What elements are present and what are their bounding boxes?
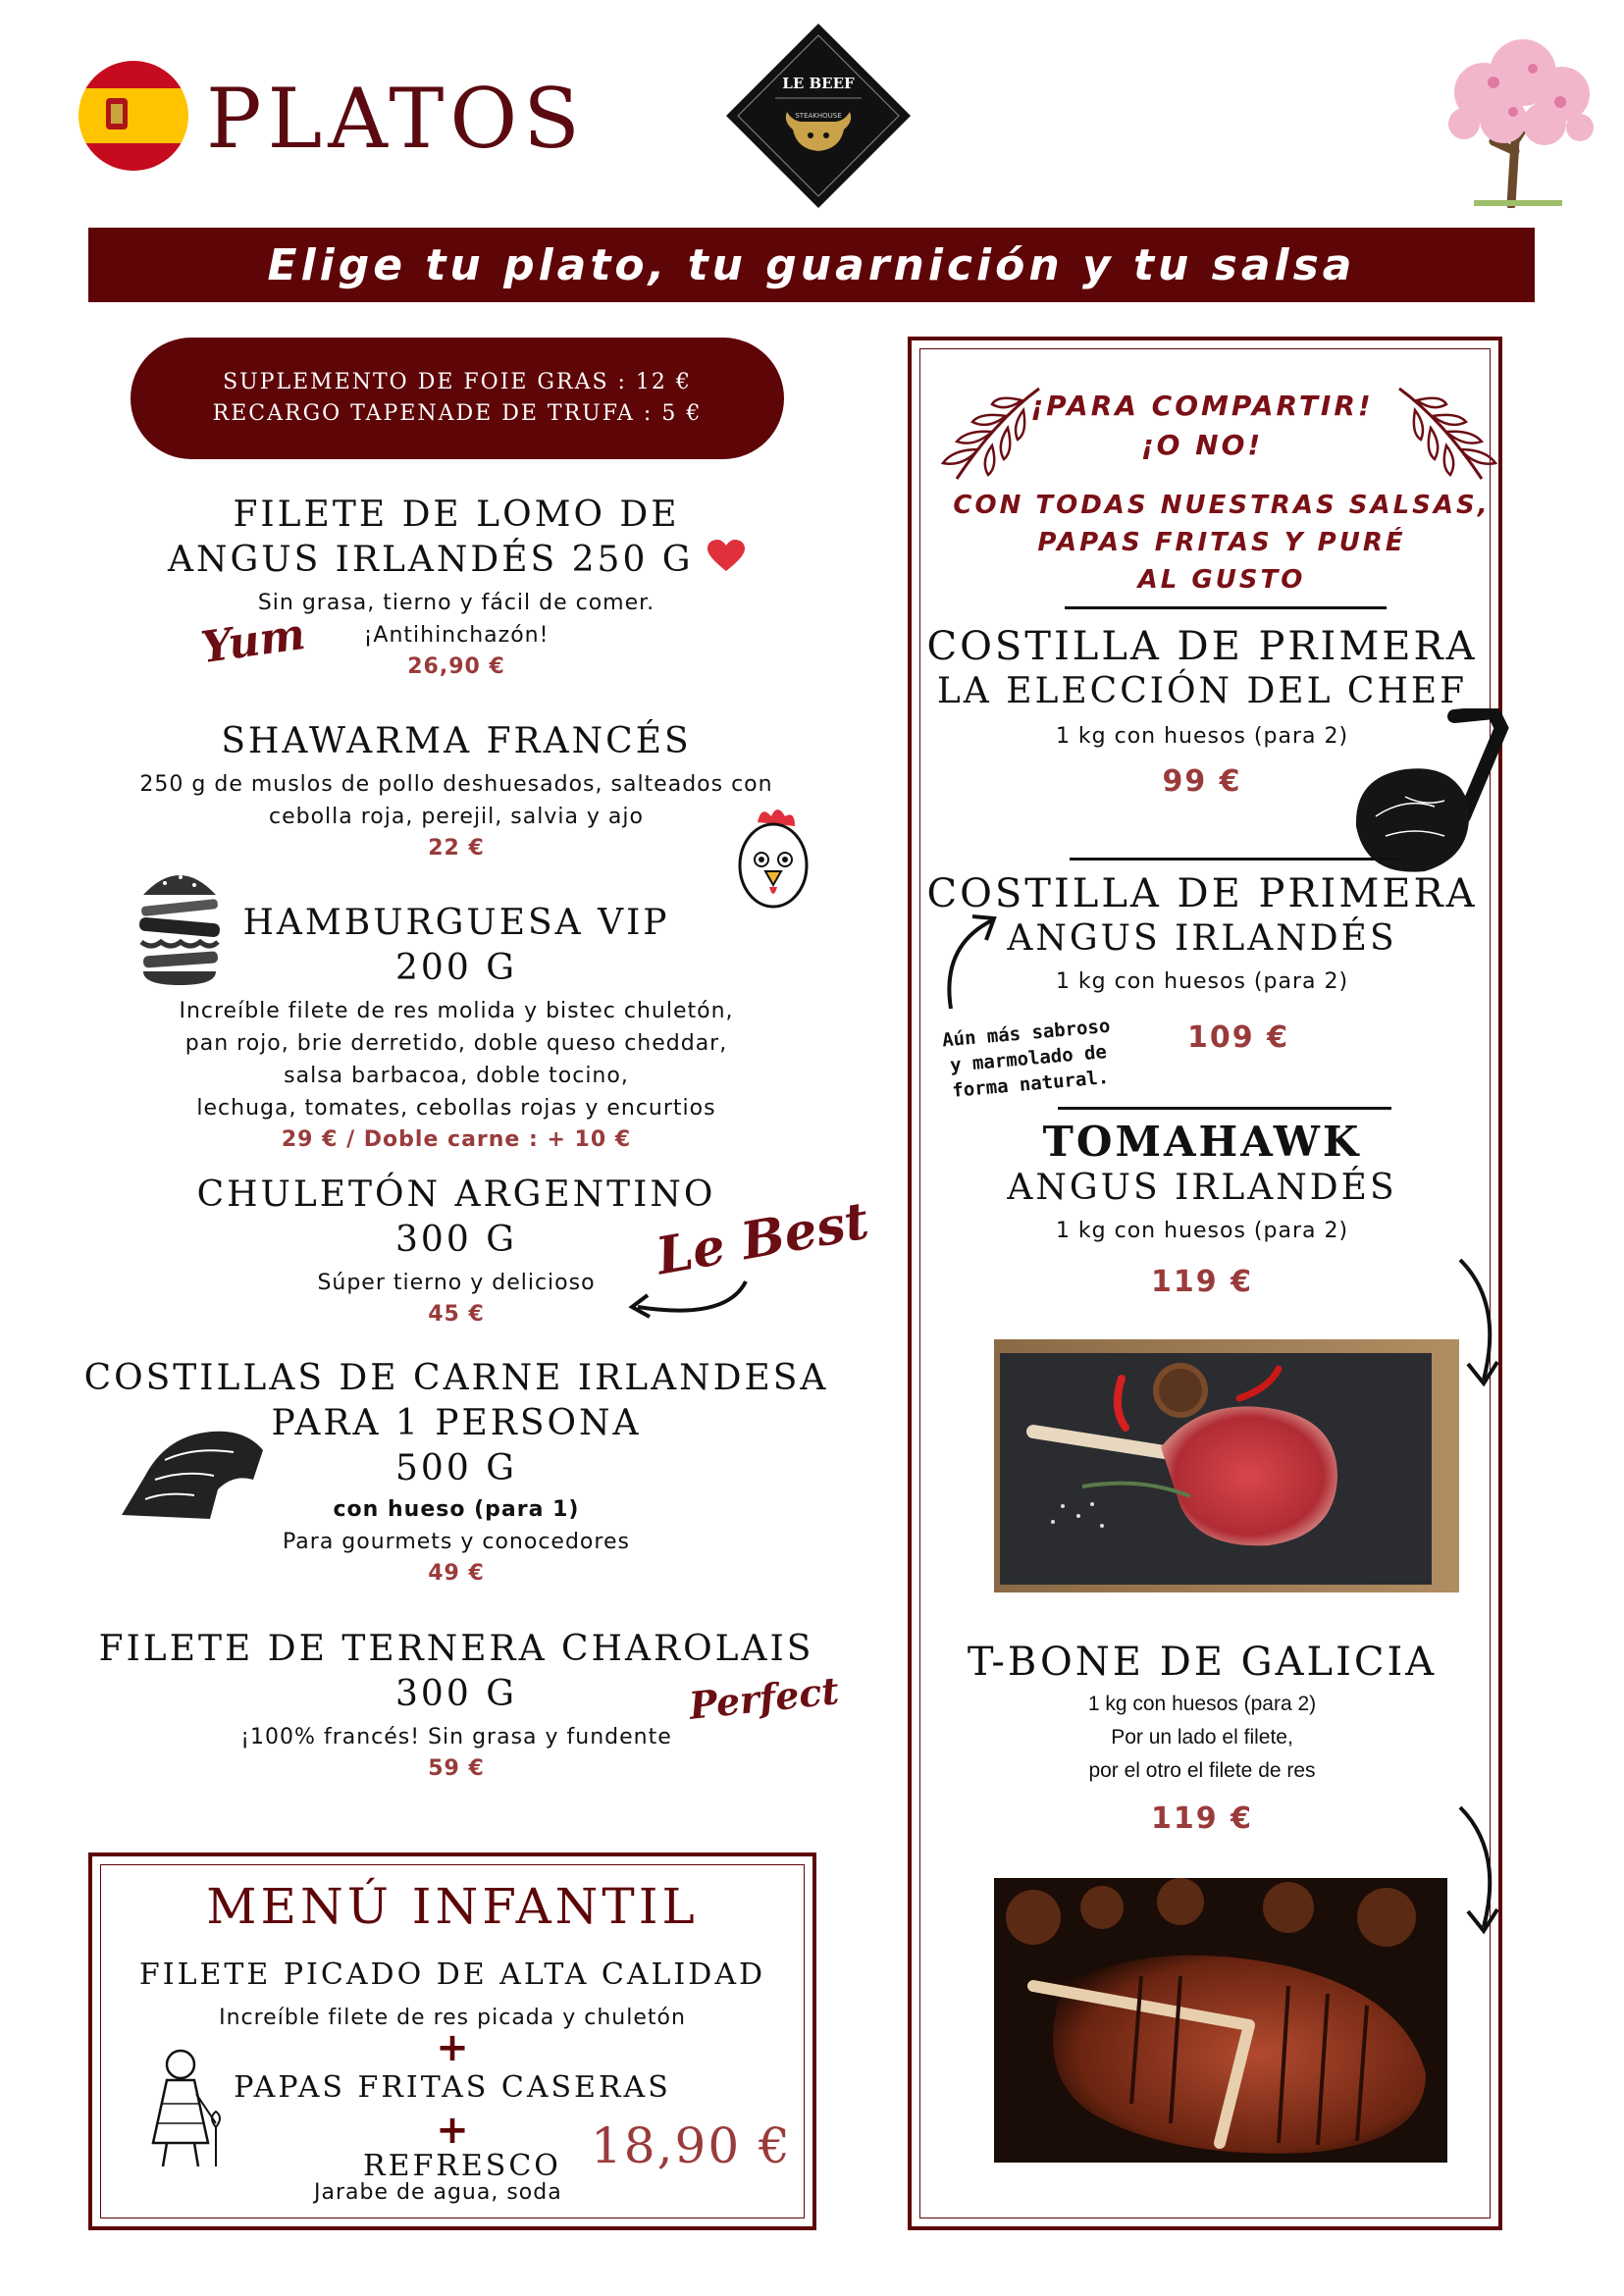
plus-icon: +	[436, 2108, 469, 2153]
dish-desc: 1 kg con huesos (para 2)	[1055, 1219, 1349, 1243]
ribeye-steak-icon	[1346, 708, 1511, 881]
dish-desc: pan rojo, brie derretido, doble queso cheddar,	[184, 1031, 728, 1056]
kids-item-filete: FILETE PICADO DE ALTA CALIDAD	[138, 1957, 766, 1992]
perfect-sticker: Perfect	[687, 1668, 841, 1728]
dish-t-bone	[917, 1639, 1487, 1836]
share-subheading	[937, 487, 1506, 599]
up-arrow-icon	[937, 907, 1006, 1018]
heart-icon	[707, 540, 745, 573]
kids-item-desc: Increíble filete de res picada y chuletón	[219, 2006, 686, 2030]
dish-title: ANGUS IRLANDÉS	[1007, 918, 1397, 959]
dish-desc: Sin grasa, tierno y fácil de comer.	[257, 591, 655, 615]
dish-title: HAMBURGUESA VIP	[242, 903, 670, 943]
supplement-truffle: RECARGO TAPENADE DE TRUFA : 5 €	[212, 401, 703, 426]
dish-title: ANGUS IRLANDÉS 250 G	[59, 538, 854, 583]
dish-price: 59 €	[428, 1756, 485, 1781]
divider	[1058, 1107, 1391, 1110]
dish-price: 22 €	[428, 836, 485, 861]
dish-desc: ¡100% francés! Sin grasa y fundente	[240, 1725, 672, 1749]
share-line1: ¡PARA COMPARTIR!	[1030, 390, 1374, 422]
logo-sub: STEAKHOUSE	[795, 112, 842, 120]
share-sub2: PAPAS FRITAS Y PURÉ	[1037, 528, 1406, 557]
kids-title: MENÚ INFANTIL	[206, 1878, 699, 1935]
dish-title: FILETE DE LOMO DE	[233, 495, 680, 535]
logo-name: LE BEEF	[782, 75, 855, 92]
share-line2: ¡O NO!	[1140, 429, 1264, 461]
dish-title: PARA 1 PERSONA	[271, 1403, 642, 1443]
plus-icon: +	[436, 2025, 469, 2070]
dish-title: 300 G	[395, 1674, 517, 1714]
dish-desc: cebolla roja, perejil, salvia y ajo	[268, 805, 644, 829]
dish-desc: con hueso (para 1)	[333, 1497, 580, 1522]
dish-price: 29 € / Doble carne : + 10 €	[281, 1127, 632, 1152]
dish-desc: Increíble filete de res molida y bistec chuletón,	[179, 999, 734, 1023]
dish-title: CHULETÓN ARGENTINO	[196, 1174, 716, 1215]
dish-price: 26,90 €	[407, 654, 505, 679]
dish-title: COSTILLA DE PRIMERA	[926, 624, 1478, 669]
t-bone-photo	[994, 1878, 1447, 2163]
down-arrow-icon	[1454, 1801, 1513, 1943]
dish-price: 45 €	[428, 1302, 485, 1327]
dish-title: COSTILLAS DE CARNE IRLANDESA	[83, 1358, 829, 1398]
dish-desc: 250 g de muslos de pollo deshuesados, salteados con	[139, 772, 773, 797]
share-sub3: AL GUSTO	[1137, 565, 1306, 595]
kids-item-papas: PAPAS FRITAS CASERAS	[234, 2070, 671, 2105]
menu-banner: Elige tu plato, tu guarnición y tu salsa	[88, 228, 1535, 302]
spain-flag-icon	[79, 61, 188, 171]
dish-desc: lechuga, tomates, cebollas rojas y encurtios	[196, 1096, 716, 1121]
dish-desc: 1 kg con huesos (para 2)	[1055, 724, 1349, 749]
dish-title: LA ELECCIÓN DEL CHEF	[936, 671, 1468, 711]
dish-title: 500 G	[395, 1448, 517, 1488]
divider	[1070, 858, 1399, 861]
dish-desc: 1 kg con huesos (para 2)	[1055, 969, 1349, 994]
cherry-blossom-tree-icon	[1435, 33, 1599, 208]
kids-price: 18,90 €	[591, 2117, 792, 2174]
dish-desc: Por un lado el filete,	[1111, 1726, 1293, 1748]
dish-desc: ¡Antihinchazón!	[363, 623, 550, 648]
dish-price: 119 €	[1151, 1801, 1253, 1836]
angus-note: Aún más sabroso y marmolado de forma natural.	[941, 1015, 1112, 1102]
yum-sticker: Yum	[197, 608, 309, 674]
dish-price: 109 €	[1187, 1020, 1289, 1055]
ribs-icon	[116, 1421, 273, 1527]
dish-title: 300 G	[395, 1220, 517, 1260]
dish-price: 99 €	[1162, 764, 1242, 799]
dish-price: 119 €	[1151, 1265, 1253, 1299]
share-sub1: CON TODAS NUESTRAS SALSAS,	[953, 491, 1491, 520]
dish-desc: por el otro el filete de res	[1088, 1759, 1316, 1782]
kids-item-desc: Jarabe de agua, soda	[314, 2180, 562, 2205]
share-heading	[917, 387, 1487, 465]
dish-title: T-BONE DE GALICIA	[967, 1640, 1438, 1685]
curved-arrow-icon	[624, 1276, 752, 1329]
dish-desc: 1 kg con huesos (para 2)	[1087, 1693, 1317, 1715]
divider	[1065, 606, 1387, 609]
kids-item-refresco: REFRESCO	[363, 2149, 561, 2183]
dish-title: SHAWARMA FRANCÉS	[221, 721, 692, 761]
dish-filete-lomo	[59, 493, 854, 683]
dish-price: 49 €	[428, 1561, 485, 1586]
dish-tomahawk	[917, 1119, 1487, 1299]
dish-title: ANGUS IRLANDÉS	[1007, 1168, 1397, 1208]
dish-desc: Para gourmets y conocedores	[283, 1530, 630, 1554]
burger-icon	[135, 865, 224, 993]
child-illustration-icon	[137, 2045, 236, 2176]
le-beef-logo	[724, 22, 913, 210]
dish-title: TOMAHAWK	[1042, 1118, 1362, 1166]
dish-title: FILETE DE TERNERA CHAROLAIS	[98, 1629, 814, 1669]
supplement-foie-gras: SUPLEMENTO DE FOIE GRAS : 12 €	[223, 370, 692, 394]
dish-desc: salsa barbacoa, doble tocino,	[284, 1064, 629, 1088]
page-title: PLATOS	[206, 71, 586, 167]
dish-desc: Súper tierno y delicioso	[317, 1271, 596, 1295]
dish-title: COSTILLA DE PRIMERA	[926, 871, 1478, 916]
tomahawk-photo	[994, 1339, 1459, 1592]
supplements-pill	[131, 338, 784, 459]
le-best-sticker: Le Best	[652, 1190, 873, 1287]
dish-title: 200 G	[395, 948, 517, 988]
down-arrow-icon	[1454, 1254, 1513, 1395]
